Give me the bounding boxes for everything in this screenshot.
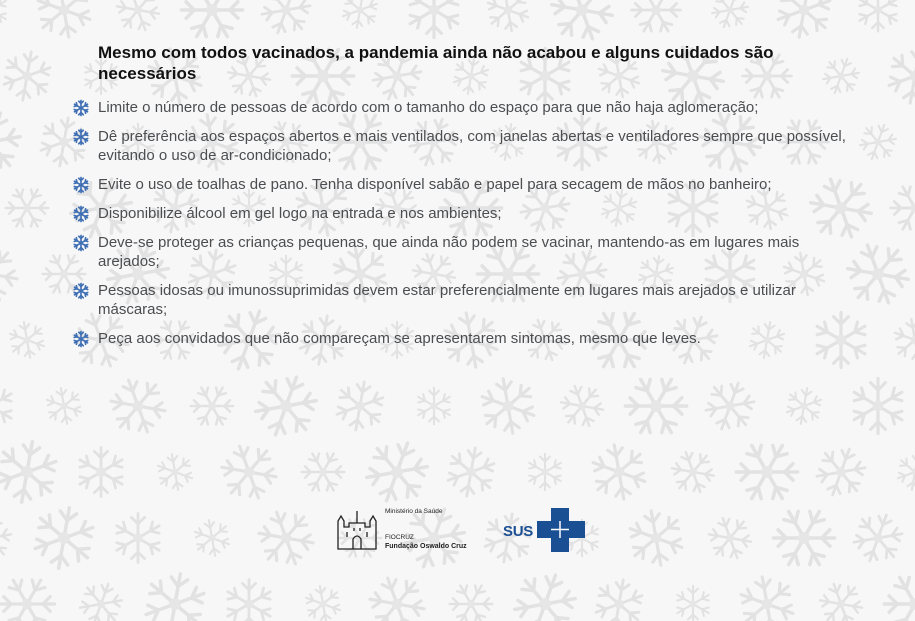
list-item <box>72 329 852 348</box>
list-item <box>72 204 852 223</box>
tips-list <box>72 98 852 358</box>
list-item <box>72 281 852 319</box>
fiocruz-logo <box>335 505 485 553</box>
list-item-text: Pessoas idosas ou imunossuprimidas devem estar preferencialmente em lugares mais arejados e utilizar máscaras; <box>98 282 796 318</box>
snowflake-icon <box>72 176 90 194</box>
snowflake-icon <box>72 330 90 348</box>
list-item-text: Limite o número de pessoas de acordo com o tamanho do espaço para que não haja aglomeração; <box>98 99 759 116</box>
snowflake-icon <box>72 128 90 146</box>
fiocruz-short-name: FIOCRUZ <box>385 534 414 541</box>
list-item-text: Peça aos convidados que não compareçam se apresentarem sintomas, mesmo que leves. <box>98 330 701 347</box>
snowflake-icon <box>72 282 90 300</box>
title: Mesmo com todos vacinados, a pandemia ainda não acabou e alguns cuidados são necessários <box>98 43 774 83</box>
snowflake-icon <box>72 234 90 252</box>
list-item-text: Evite o uso de toalhas de pano. Tenha disponível sabão e papel para secagem de mãos no banheiro; <box>98 176 772 193</box>
sus-logo <box>503 508 587 556</box>
fiocruz-castle-icon <box>335 507 379 551</box>
list-item <box>72 233 852 271</box>
list-item-text: Deve-se proteger as crianças pequenas, que ainda não podem se vacinar, mantendo-as em lugares mais arejados; <box>98 234 800 270</box>
fiocruz-full-name: Fundação Oswaldo Cruz <box>385 543 467 550</box>
list-item <box>72 98 852 117</box>
sus-label: SUS <box>503 523 533 540</box>
list-item <box>72 127 852 165</box>
snowflake-icon <box>72 99 90 117</box>
list-item-text: Dê preferência aos espaços abertos e mais ventilados, com janelas abertas e ventiladores sempre que possível, evitando o uso de ar-condicionado; <box>98 128 846 164</box>
snowflake-icon <box>72 205 90 223</box>
sus-cross-icon <box>537 508 585 552</box>
list-item-text: Disponibilize álcool em gel logo na entrada e nos ambientes; <box>98 205 502 222</box>
ministry-label: Ministério da Saúde <box>385 508 443 515</box>
list-item <box>72 175 852 194</box>
